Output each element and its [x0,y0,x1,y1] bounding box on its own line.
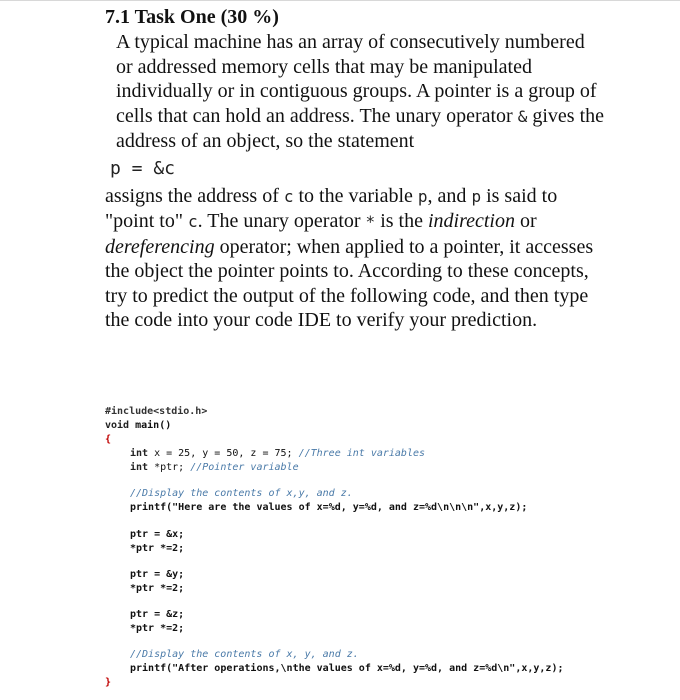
include-directive: #include<stdio.h> [105,406,208,417]
task-text [105,4,605,333]
assign-ptr-z: ptr = &z; [130,609,185,620]
code-line-comment [130,487,353,500]
open-brace: { [105,434,112,445]
text-segment: is said to "point to" [105,184,558,232]
printf-call: printf( [130,502,173,513]
printf-args: ,x,y,z); [479,502,528,513]
code-line-deref-y [130,582,184,595]
code-line-printf2 [130,662,564,675]
code-line-printf1 [130,501,527,514]
code-line-comment [130,648,359,661]
text-segment: assigns the address of [105,184,279,207]
text-segment: operator; when applied to a pointer, it accesses the object the pointer points to. According to these concepts, try to predict the output of the following code, and then type the code into your code IDE to verify your prediction. [105,235,594,331]
intro-text-end: gives the address of an object, so the statement [116,104,605,152]
comment: //Display the contents of x, y, and z. [130,649,359,660]
address-operator: & [517,106,528,126]
code-p: p [471,186,482,206]
code-line-ptr-x [130,528,184,541]
decl-ptr: *ptr; [148,462,191,473]
code-line-close-brace [105,676,111,689]
code-c: c [188,212,198,231]
comment: //Pointer variable [190,462,299,473]
deref-y: *ptr *=2; [130,583,185,594]
code-line-main [105,419,171,432]
text-segment: or [520,210,537,232]
printf-args: ,x,y,z); [515,663,564,674]
keyword-int: int [130,448,149,459]
string-literal: "After operations,\nthe values of x=%d, y=%d, and z=%d\n" [172,663,516,674]
term-dereferencing: dereferencing [105,235,215,258]
code-line-open-brace [105,433,111,446]
section-heading: 7.1 Task One (30 %) [105,6,279,28]
string-literal: "Here are the values of x=%d, y=%d, and z=%d\n\n\n" [172,502,480,513]
paragraph-explanation [105,184,605,333]
text-segment: to the variable [298,184,413,207]
code-line-deref-x [130,542,184,555]
assign-ptr-y: ptr = &y; [130,569,185,580]
keyword-void: void [105,420,130,431]
intro-text: A typical machine has an array of consecutively numbered or addressed memory cells that may be manipulated individually or in contiguous groups. A pointer is a group of cells that can hold an address. The unary operator [116,31,597,127]
deref-x: *ptr *=2; [130,543,185,554]
printf-call: printf( [130,663,173,674]
code-line-ptr-y [130,568,184,581]
decl-xyz: x = 25, y = 50, z = 75; [148,448,299,459]
paragraph-intro [105,30,605,154]
comment: //Three int variables [298,448,426,459]
close-brace: } [105,677,112,688]
code-star: * [365,212,376,231]
top-divider [0,0,680,1]
text-segment: . The unary operator [197,210,361,232]
text-segment: is the [380,210,423,232]
deref-z: *ptr *=2; [130,623,185,634]
code-p: p [417,186,428,206]
code-line-decl-xyz [130,447,425,460]
assign-ptr-x: ptr = &x; [130,529,185,540]
keyword-int: int [130,462,149,473]
code-line-ptr-z [130,608,184,621]
main-signature: main() [129,420,172,431]
comment: //Display the contents of x,y, and z. [130,488,353,499]
code-line-decl-ptr [130,461,299,474]
code-c: c [283,186,294,206]
code-line-include [105,405,207,418]
text-segment: , and [427,184,467,207]
term-indirection: indirection [427,210,515,232]
code-line-deref-z [130,622,184,635]
pointer-formula: p = &c [110,157,176,179]
